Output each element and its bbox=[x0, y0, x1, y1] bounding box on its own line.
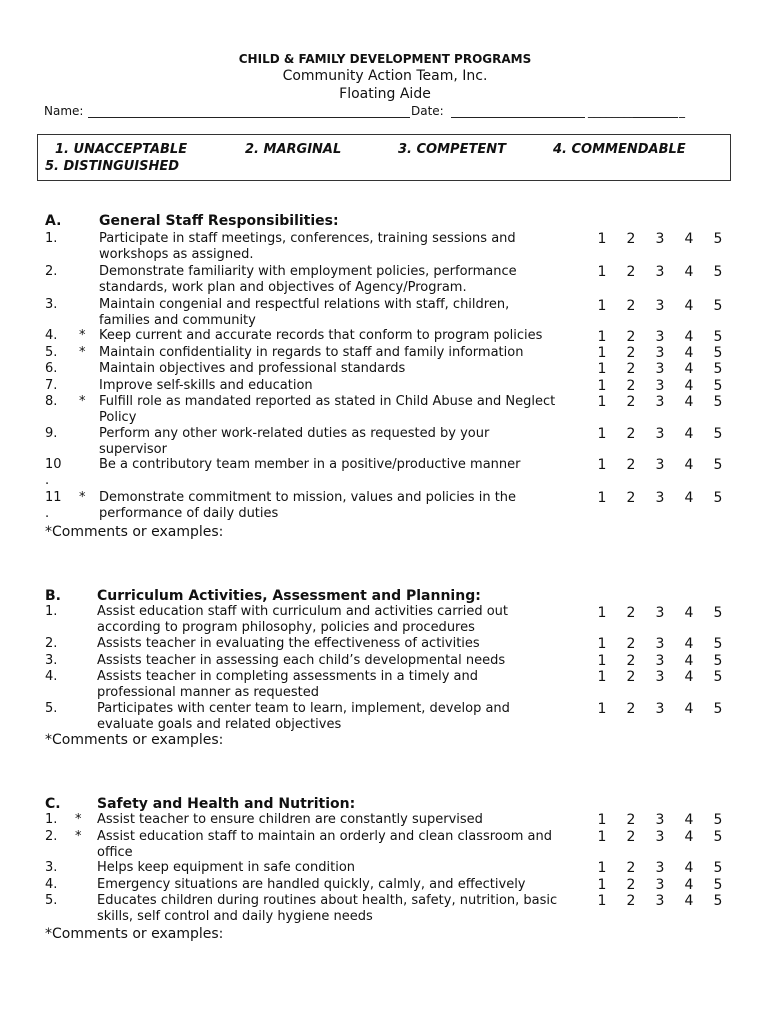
item-star: * bbox=[79, 345, 86, 360]
item-number: 1. bbox=[45, 231, 58, 246]
rating-1[interactable]: 1 bbox=[597, 394, 607, 410]
rating-2[interactable]: 2 bbox=[626, 636, 636, 652]
rating-4[interactable]: 4 bbox=[684, 877, 694, 893]
rating-2[interactable]: 2 bbox=[626, 829, 636, 845]
rating-3[interactable]: 3 bbox=[655, 877, 665, 893]
rating-4[interactable]: 4 bbox=[684, 378, 694, 394]
name-label: Name: bbox=[44, 104, 84, 118]
rating-4[interactable]: 4 bbox=[684, 653, 694, 669]
item-text: Be a contributory team member in a positive/productive manner bbox=[99, 457, 521, 472]
rating-3[interactable]: 3 bbox=[655, 361, 665, 377]
rating-3[interactable]: 3 bbox=[655, 298, 665, 314]
rating-row[interactable] bbox=[592, 701, 728, 717]
rating-4[interactable]: 4 bbox=[684, 329, 694, 345]
rating-3[interactable]: 3 bbox=[655, 669, 665, 685]
item-number: 3. bbox=[45, 860, 58, 875]
rating-3[interactable]: 3 bbox=[655, 636, 665, 652]
rating-3[interactable]: 3 bbox=[655, 345, 665, 361]
item-text: Maintain objectives and professional standards bbox=[99, 361, 406, 376]
rating-4[interactable]: 4 bbox=[684, 231, 694, 247]
section-a-letter: A. bbox=[45, 213, 62, 229]
rating-3[interactable]: 3 bbox=[655, 394, 665, 410]
item-number: 3. bbox=[45, 297, 58, 312]
rating-5[interactable]: 5 bbox=[713, 378, 723, 394]
item-text: Perform any other work-related duties as requested by your supervisor bbox=[99, 426, 490, 457]
rating-5[interactable]: 5 bbox=[713, 877, 723, 893]
rating-1[interactable]: 1 bbox=[597, 345, 607, 361]
rating-row[interactable] bbox=[592, 812, 728, 828]
item-text: Educates children during routines about health, safety, nutrition, basic skills, self control and daily hygiene needs bbox=[97, 893, 558, 924]
rating-row[interactable] bbox=[592, 361, 728, 377]
rating-2[interactable]: 2 bbox=[626, 490, 636, 506]
org-title: CHILD & FAMILY DEVELOPMENT PROGRAMS bbox=[238, 52, 532, 66]
rating-1[interactable]: 1 bbox=[597, 893, 607, 909]
rating-5[interactable]: 5 bbox=[713, 605, 723, 621]
item-number: 4. bbox=[45, 669, 58, 684]
rating-5[interactable]: 5 bbox=[713, 669, 723, 685]
item-text: Participate in staff meetings, conferences, training sessions and workshops as assigned. bbox=[99, 231, 516, 262]
item-text: Assists teacher in completing assessments in a timely and professional manner as requested bbox=[97, 669, 478, 700]
rating-3[interactable]: 3 bbox=[655, 893, 665, 909]
rating-4[interactable]: 4 bbox=[684, 701, 694, 717]
rating-5[interactable]: 5 bbox=[713, 653, 723, 669]
rating-3[interactable]: 3 bbox=[655, 812, 665, 828]
scale-unacceptable: 1. UNACCEPTABLE bbox=[55, 142, 188, 157]
scale-distinguished: 5. DISTINGUISHED bbox=[45, 159, 180, 174]
item-number: 2. bbox=[45, 636, 58, 651]
rating-5[interactable]: 5 bbox=[713, 490, 723, 506]
rating-row[interactable] bbox=[592, 669, 728, 685]
rating-4[interactable]: 4 bbox=[684, 426, 694, 442]
rating-row[interactable] bbox=[592, 829, 728, 845]
rating-1[interactable]: 1 bbox=[597, 701, 607, 717]
rating-1[interactable]: 1 bbox=[597, 860, 607, 876]
section-c-letter: C. bbox=[45, 796, 61, 812]
rating-2[interactable]: 2 bbox=[626, 701, 636, 717]
rating-row[interactable] bbox=[592, 298, 728, 314]
rating-4[interactable]: 4 bbox=[684, 829, 694, 845]
rating-3[interactable]: 3 bbox=[655, 378, 665, 394]
rating-4[interactable]: 4 bbox=[684, 812, 694, 828]
rating-1[interactable]: 1 bbox=[597, 231, 607, 247]
item-number: 8. bbox=[45, 394, 58, 409]
rating-row[interactable] bbox=[592, 893, 728, 909]
rating-row[interactable] bbox=[592, 490, 728, 506]
rating-1[interactable]: 1 bbox=[597, 298, 607, 314]
rating-4[interactable]: 4 bbox=[684, 345, 694, 361]
section-b-letter: B. bbox=[45, 588, 61, 604]
item-number: 5. bbox=[45, 345, 58, 360]
item-text: Fulfill role as mandated reported as stated in Child Abuse and Neglect Policy bbox=[99, 394, 556, 425]
date-underline-end: _ bbox=[679, 104, 685, 118]
rating-2[interactable]: 2 bbox=[626, 426, 636, 442]
item-text: Assist teacher to ensure children are constantly supervised bbox=[97, 812, 483, 827]
rating-3[interactable]: 3 bbox=[655, 329, 665, 345]
rating-5[interactable]: 5 bbox=[713, 829, 723, 845]
item-text: Assist education staff to maintain an orderly and clean classroom and office bbox=[97, 829, 552, 860]
rating-3[interactable]: 3 bbox=[655, 231, 665, 247]
rating-5[interactable]: 5 bbox=[713, 329, 723, 345]
rating-5[interactable]: 5 bbox=[713, 394, 723, 410]
rating-1[interactable]: 1 bbox=[597, 877, 607, 893]
rating-row[interactable] bbox=[592, 636, 728, 652]
item-text: Participates with center team to learn, implement, develop and evaluate goals and related objectives bbox=[97, 701, 510, 732]
rating-2[interactable]: 2 bbox=[626, 329, 636, 345]
item-text: Emergency situations are handled quickly, calmly, and effectively bbox=[97, 877, 526, 892]
rating-3[interactable]: 3 bbox=[655, 829, 665, 845]
item-text: Assist education staff with curriculum and activities carried out according to program philosophy, policies and procedures bbox=[97, 604, 509, 635]
rating-row[interactable] bbox=[592, 231, 728, 247]
item-star: * bbox=[79, 394, 86, 409]
rating-1[interactable]: 1 bbox=[597, 329, 607, 345]
name-field[interactable] bbox=[88, 104, 410, 118]
rating-3[interactable]: 3 bbox=[655, 264, 665, 280]
rating-2[interactable]: 2 bbox=[626, 345, 636, 361]
rating-1[interactable]: 1 bbox=[597, 361, 607, 377]
item-number: 2. bbox=[45, 829, 58, 844]
rating-row[interactable] bbox=[592, 457, 728, 473]
item-text: Improve self-skills and education bbox=[99, 378, 313, 393]
rating-2[interactable]: 2 bbox=[626, 264, 636, 280]
rating-row[interactable] bbox=[592, 264, 728, 280]
rating-2[interactable]: 2 bbox=[626, 378, 636, 394]
rating-1[interactable]: 1 bbox=[597, 426, 607, 442]
item-number: 1. bbox=[45, 812, 58, 827]
item-text: Maintain confidentiality in regards to staff and family information bbox=[99, 345, 524, 360]
rating-5[interactable]: 5 bbox=[713, 860, 723, 876]
rating-4[interactable]: 4 bbox=[684, 860, 694, 876]
rating-4[interactable]: 4 bbox=[684, 605, 694, 621]
rating-5[interactable]: 5 bbox=[713, 893, 723, 909]
item-number: 10 bbox=[45, 457, 62, 472]
rating-row[interactable] bbox=[592, 378, 728, 394]
rating-4[interactable]: 4 bbox=[684, 394, 694, 410]
rating-3[interactable]: 3 bbox=[655, 701, 665, 717]
date-underline-trail: ________ bbox=[588, 104, 636, 118]
date-label: Date: bbox=[411, 104, 444, 118]
item-number: 1. bbox=[45, 604, 58, 619]
item-number: 2. bbox=[45, 264, 58, 279]
rating-row[interactable] bbox=[592, 653, 728, 669]
item-text: Maintain congenial and respectful relations with staff, children, families and community bbox=[99, 297, 510, 328]
item-star: * bbox=[79, 328, 86, 343]
rating-1[interactable]: 1 bbox=[597, 653, 607, 669]
rating-1[interactable]: 1 bbox=[597, 812, 607, 828]
rating-row[interactable] bbox=[592, 345, 728, 361]
item-text: Demonstrate familiarity with employment policies, performance standards, work plan and objectives of Agency/Program. bbox=[99, 264, 517, 295]
item-number: 4. bbox=[45, 877, 58, 892]
rating-5[interactable]: 5 bbox=[713, 812, 723, 828]
item-number-dot: . bbox=[45, 506, 50, 521]
rating-4[interactable]: 4 bbox=[684, 669, 694, 685]
item-text: Helps keep equipment in safe condition bbox=[97, 860, 356, 875]
item-number: 5. bbox=[45, 893, 58, 908]
rating-2[interactable]: 2 bbox=[626, 893, 636, 909]
rating-2[interactable]: 2 bbox=[626, 231, 636, 247]
scale-competent: 3. COMPETENT bbox=[398, 142, 506, 157]
rating-4[interactable]: 4 bbox=[684, 264, 694, 280]
rating-4[interactable]: 4 bbox=[684, 457, 694, 473]
section-a-title: General Staff Responsibilities: bbox=[99, 213, 339, 229]
section-c-title: Safety and Health and Nutrition: bbox=[97, 796, 356, 812]
company-name: Community Action Team, Inc. bbox=[282, 68, 488, 84]
rating-5[interactable]: 5 bbox=[713, 457, 723, 473]
rating-2[interactable]: 2 bbox=[626, 394, 636, 410]
item-number: 4. bbox=[45, 328, 58, 343]
rating-3[interactable]: 3 bbox=[655, 653, 665, 669]
rating-5[interactable]: 5 bbox=[713, 345, 723, 361]
item-number: 5. bbox=[45, 701, 58, 716]
rating-row[interactable] bbox=[592, 394, 728, 410]
rating-1[interactable]: 1 bbox=[597, 636, 607, 652]
rating-3[interactable]: 3 bbox=[655, 457, 665, 473]
item-text: Assists teacher in assessing each child’s developmental needs bbox=[97, 653, 506, 668]
rating-2[interactable]: 2 bbox=[626, 877, 636, 893]
rating-1[interactable]: 1 bbox=[597, 378, 607, 394]
rating-2[interactable]: 2 bbox=[626, 361, 636, 377]
rating-4[interactable]: 4 bbox=[684, 490, 694, 506]
item-text: Demonstrate commitment to mission, values and policies in the performance of daily duties bbox=[99, 490, 517, 521]
rating-2[interactable]: 2 bbox=[626, 298, 636, 314]
rating-2[interactable]: 2 bbox=[626, 457, 636, 473]
rating-5[interactable]: 5 bbox=[713, 264, 723, 280]
rating-3[interactable]: 3 bbox=[655, 605, 665, 621]
rating-5[interactable]: 5 bbox=[713, 361, 723, 377]
rating-2[interactable]: 2 bbox=[626, 605, 636, 621]
position-title: Floating Aide bbox=[339, 86, 431, 102]
rating-4[interactable]: 4 bbox=[684, 636, 694, 652]
item-number: 6. bbox=[45, 361, 58, 376]
section-b-comments-label: *Comments or examples: bbox=[45, 732, 224, 748]
rating-1[interactable]: 1 bbox=[597, 457, 607, 473]
rating-row[interactable] bbox=[592, 605, 728, 621]
rating-3[interactable]: 3 bbox=[655, 860, 665, 876]
rating-1[interactable]: 1 bbox=[597, 669, 607, 685]
rating-5[interactable]: 5 bbox=[713, 426, 723, 442]
rating-row[interactable] bbox=[592, 426, 728, 442]
rating-3[interactable]: 3 bbox=[655, 426, 665, 442]
item-number: 7. bbox=[45, 378, 58, 393]
rating-1[interactable]: 1 bbox=[597, 264, 607, 280]
section-b-title: Curriculum Activities, Assessment and Planning: bbox=[97, 588, 481, 604]
rating-4[interactable]: 4 bbox=[684, 298, 694, 314]
date-field[interactable] bbox=[451, 104, 585, 118]
item-star: * bbox=[79, 490, 86, 505]
scale-marginal: 2. MARGINAL bbox=[245, 142, 342, 157]
item-number-dot: . bbox=[45, 473, 50, 488]
rating-2[interactable]: 2 bbox=[626, 669, 636, 685]
scale-commendable: 4. COMMENDABLE bbox=[553, 142, 686, 157]
rating-1[interactable]: 1 bbox=[597, 605, 607, 621]
date-field-extra[interactable] bbox=[633, 104, 678, 118]
rating-5[interactable]: 5 bbox=[713, 298, 723, 314]
rating-row[interactable] bbox=[592, 860, 728, 876]
item-number: 11 bbox=[45, 490, 62, 505]
rating-row[interactable] bbox=[592, 329, 728, 345]
rating-2[interactable]: 2 bbox=[626, 860, 636, 876]
item-number: 9. bbox=[45, 426, 58, 441]
rating-2[interactable]: 2 bbox=[626, 812, 636, 828]
rating-4[interactable]: 4 bbox=[684, 893, 694, 909]
rating-5[interactable]: 5 bbox=[713, 701, 723, 717]
rating-3[interactable]: 3 bbox=[655, 490, 665, 506]
rating-1[interactable]: 1 bbox=[597, 490, 607, 506]
item-text: Assists teacher in evaluating the effectiveness of activities bbox=[97, 636, 480, 651]
rating-2[interactable]: 2 bbox=[626, 653, 636, 669]
section-c-comments-label: *Comments or examples: bbox=[45, 926, 224, 942]
rating-5[interactable]: 5 bbox=[713, 636, 723, 652]
item-text: Keep current and accurate records that conform to program policies bbox=[99, 328, 543, 343]
rating-5[interactable]: 5 bbox=[713, 231, 723, 247]
item-star: * bbox=[75, 829, 82, 844]
section-a-comments-label: *Comments or examples: bbox=[45, 524, 224, 540]
item-number: 3. bbox=[45, 653, 58, 668]
item-star: * bbox=[75, 812, 82, 827]
rating-row[interactable] bbox=[592, 877, 728, 893]
rating-4[interactable]: 4 bbox=[684, 361, 694, 377]
rating-1[interactable]: 1 bbox=[597, 829, 607, 845]
